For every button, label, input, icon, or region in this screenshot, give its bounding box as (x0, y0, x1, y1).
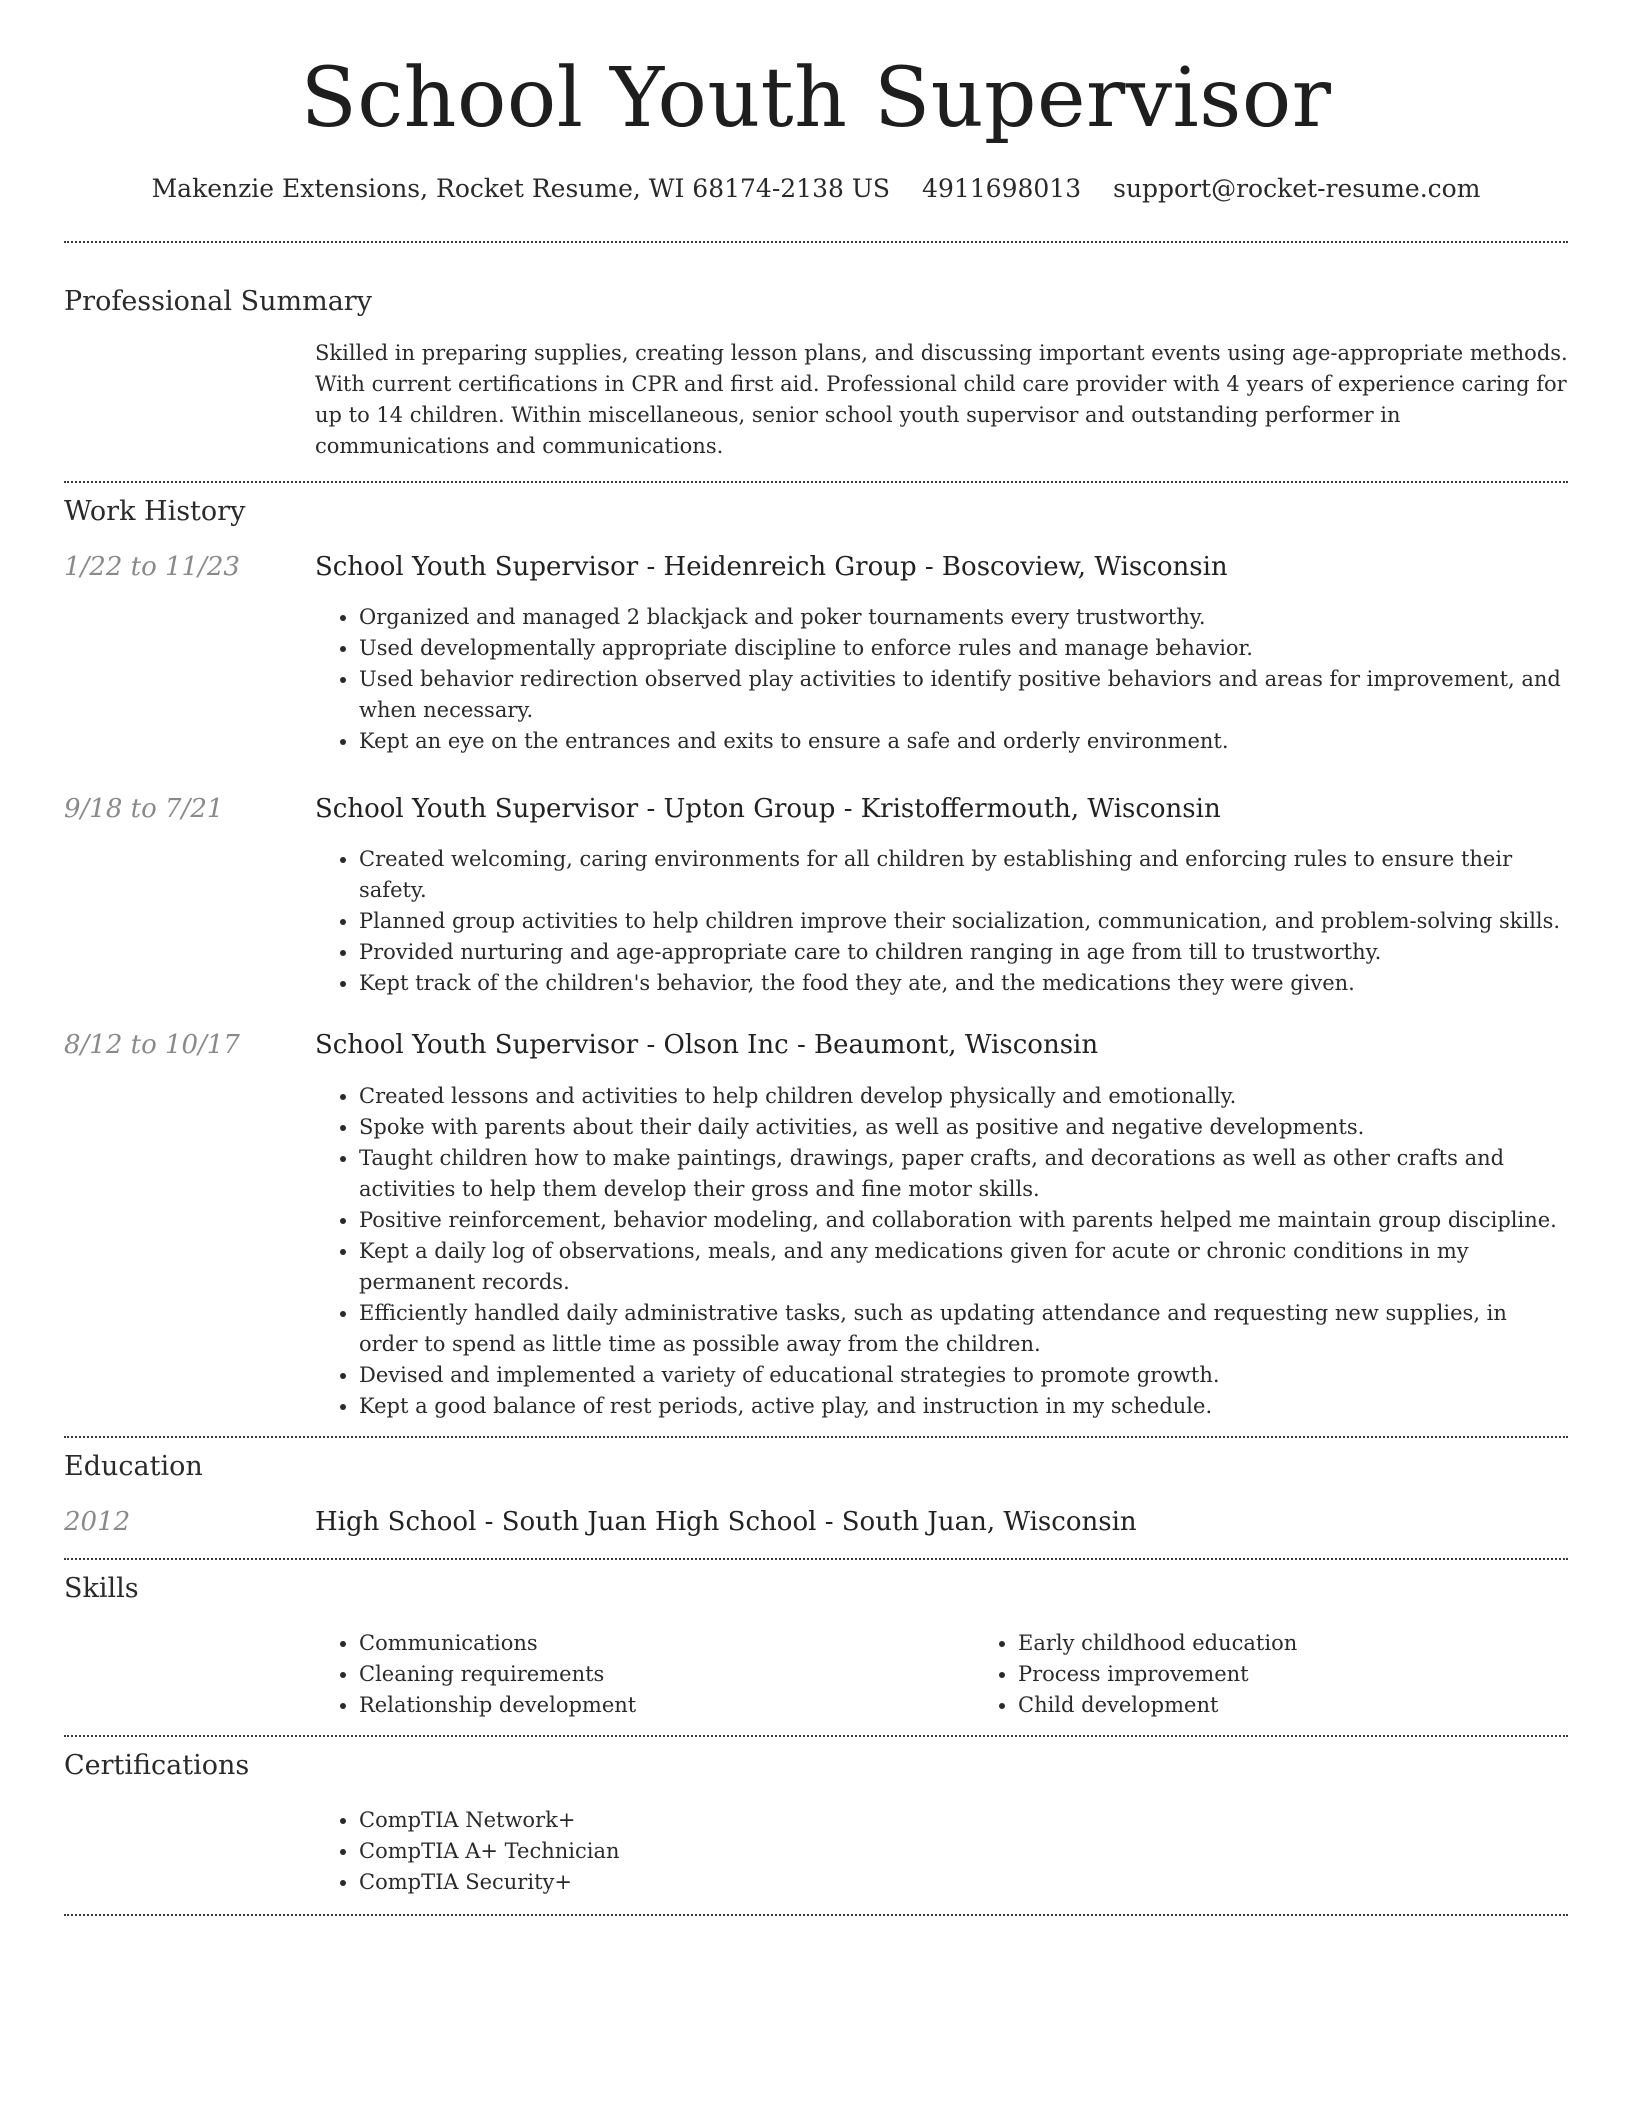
job-entry (64, 794, 1568, 999)
list-item: • Kept an eye on the entrances and exits to ensure a safe and orderly environment. (359, 726, 1568, 757)
list-item: • Efficiently handled daily administrative tasks, such as updating attendance and requesting new supplies, in order to spend as little time as possible away from the children. (359, 1298, 1568, 1360)
certifications-title: Certifications (64, 1749, 250, 1781)
list-item: • Process improvement (1018, 1659, 1632, 1690)
job-bullets (315, 844, 1568, 999)
list-item: • CompTIA Network+ (359, 1805, 1568, 1836)
job-dates: 9/18 to 7/21 (64, 794, 224, 825)
education-section (64, 1438, 1568, 1538)
list-item: • Created welcoming, caring environments for all children by establishing and enforcing rules to ensure their safety. (359, 844, 1568, 906)
job-bullets (315, 1081, 1568, 1422)
list-item: • Child development (1018, 1690, 1632, 1721)
contact-line (64, 174, 1568, 203)
job-entry (64, 1030, 1568, 1421)
list-item: • Created lessons and activities to help children develop physically and emotionally. (359, 1081, 1568, 1112)
divider (64, 1914, 1568, 1916)
work-section (64, 483, 1568, 1422)
certifications-section (64, 1737, 1568, 1898)
list-item: • Kept a good balance of rest periods, active play, and instruction in my schedule. (359, 1391, 1568, 1422)
skills-title: Skills (64, 1572, 139, 1604)
list-item: • Devised and implemented a variety of educational strategies to promote growth. (359, 1360, 1568, 1391)
skills-list-right (974, 1628, 1632, 1721)
job-dates: 8/12 to 10/17 (64, 1030, 240, 1061)
list-item: • Taught children how to make paintings, drawings, paper crafts, and decorations as well as other crafts and activities to help them develop their gross and fine motor skills. (359, 1143, 1568, 1205)
job-heading: School Youth Supervisor - Upton Group - Kristoffermouth, Wisconsin (315, 794, 1221, 825)
list-item: • CompTIA A+ Technician (359, 1836, 1568, 1867)
list-item: • Provided nurturing and age-appropriate care to children ranging in age from till to trustworthy. (359, 937, 1568, 968)
job-heading: School Youth Supervisor - Heidenreich Group - Boscoview, Wisconsin (315, 552, 1228, 582)
certifications-spacer (64, 1805, 315, 1898)
job-entry (64, 552, 1568, 757)
contact-phone: 4911698013 (922, 174, 1082, 203)
summary-title: Professional Summary (64, 286, 372, 317)
list-item: • Kept track of the children's behavior, the food they ate, and the medications they were given. (359, 968, 1568, 999)
list-item: • Kept a daily log of observations, meals, and any medications given for acute or chronic conditions in my permanent records. (359, 1236, 1568, 1298)
education-title: Education (64, 1450, 203, 1482)
list-item: • Relationship development (359, 1690, 974, 1721)
summary-text: Skilled in preparing supplies, creating lesson plans, and discussing important events using age-appropriate methods. With current certifications in CPR and first aid. Professional child care provider with 4 years of experience caring for up to 14 children. Within miscellaneous, senior school youth supervisor and outstanding performer in communications and communications. (315, 341, 1568, 458)
contact-address: Makenzie Extensions, Rocket Resume, WI 68174-2138 US (151, 174, 891, 203)
contact-email: support@rocket-resume.com (1113, 174, 1481, 203)
list-item: • Positive reinforcement, behavior modeling, and collaboration with parents helped me maintain group discipline. (359, 1205, 1568, 1236)
skills-list-left (315, 1628, 974, 1721)
list-item: • Planned group activities to help children improve their socialization, communication, and problem-solving skills. (359, 906, 1568, 937)
list-item: • Organized and managed 2 blackjack and poker tournaments every trustworthy. (359, 602, 1568, 633)
certifications-list (315, 1805, 1568, 1898)
resume-name: School Youth Supervisor (300, 51, 1332, 146)
list-item: • Used developmentally appropriate discipline to enforce rules and manage behavior. (359, 633, 1568, 664)
list-item: • Early childhood education (1018, 1628, 1632, 1659)
job-bullets (315, 602, 1568, 757)
job-dates: 1/22 to 11/23 (64, 552, 240, 582)
list-item: • Cleaning requirements (359, 1659, 974, 1690)
skills-spacer (64, 1628, 315, 1721)
education-heading: High School - South Juan High School - South Juan, Wisconsin (315, 1506, 1137, 1537)
summary-spacer (64, 338, 315, 462)
list-item: • Spoke with parents about their daily activities, as well as positive and negative developments. (359, 1112, 1568, 1143)
list-item: • CompTIA Security+ (359, 1867, 1568, 1898)
list-item: • Communications (359, 1628, 974, 1659)
job-heading: School Youth Supervisor - Olson Inc - Beaumont, Wisconsin (315, 1030, 1099, 1061)
list-item: • Used behavior redirection observed play activities to identify positive behaviors and areas for improvement, and when necessary. (359, 664, 1568, 726)
summary-section (64, 243, 1568, 462)
skills-section (64, 1560, 1568, 1721)
work-title: Work History (64, 496, 246, 527)
education-year: 2012 (64, 1506, 131, 1537)
